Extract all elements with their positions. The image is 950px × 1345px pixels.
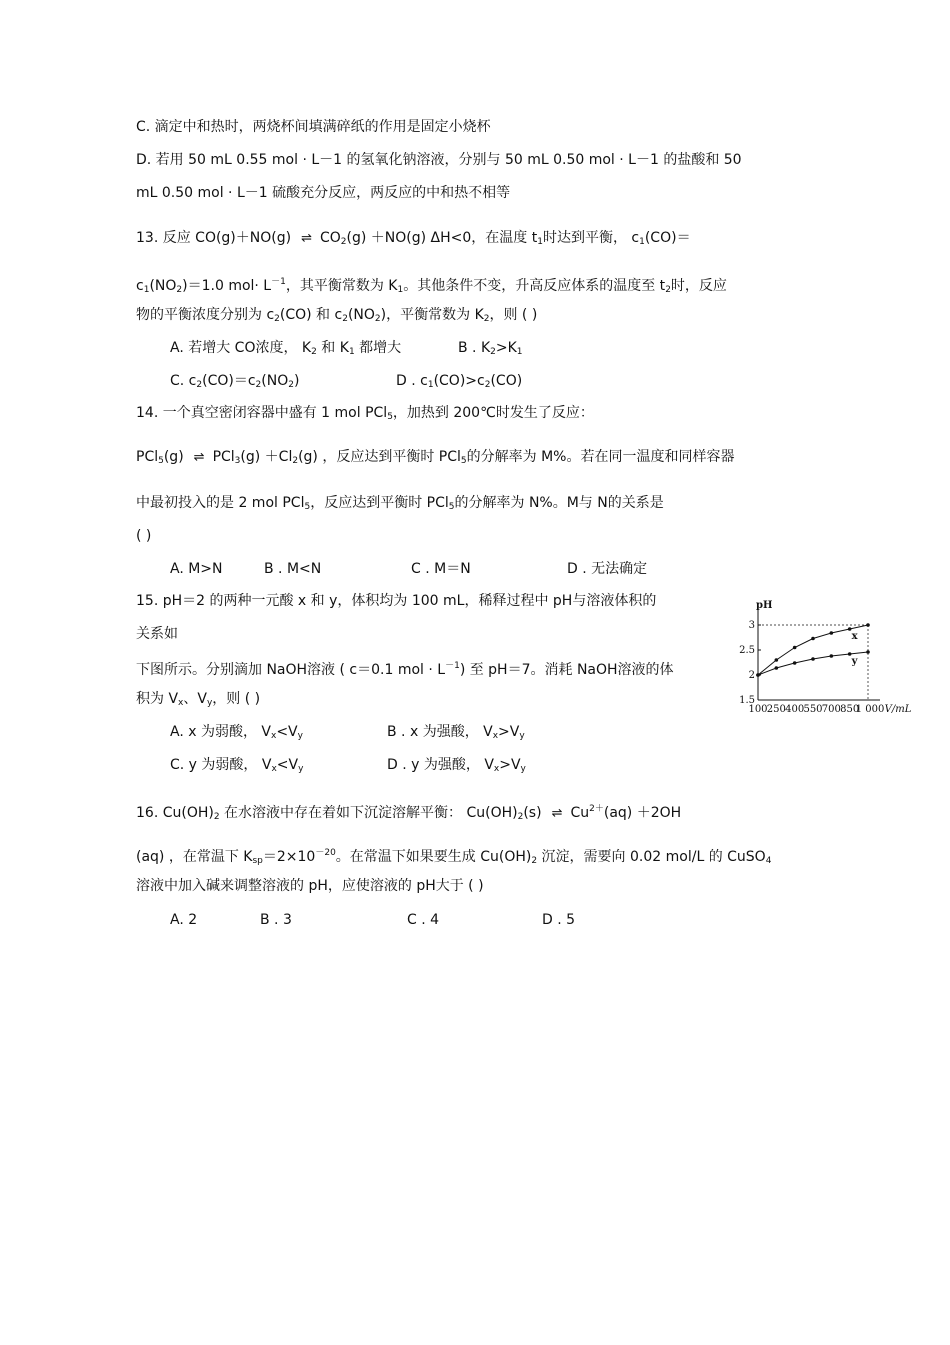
x-tick-label: 400 [785,704,805,715]
q12-option-d-line1: D. 若用 50 mL 0.55 mol · L－1 的氢氧化钠溶液，分别与 50 mL 0.50 mol · L－1 的盐酸和 50 [136,152,742,168]
q16-option-b: B . 3 [260,912,292,928]
x-tick-label: 100 [748,704,768,715]
q15-option-d: D . y 为强酸， $V_x>V_y$ [387,757,526,774]
data-point-x [830,631,834,635]
q15-option-c: C. y 为弱酸， $V_x<V_y$ [170,757,304,774]
q13-stem-line3: 物的平衡浓度分别为 $c_2(CO)$ 和 $c_2(NO_2)$，平衡常数为 $K_2$，则 ( ) [136,307,538,324]
y-tick-label: 3 [748,620,755,631]
data-point-x [811,637,815,641]
series-label-x: x [851,631,858,642]
q15-option-b: B . x 为强酸， $V_x>V_y$ [387,724,525,741]
x-tick-label: 550 [803,704,823,715]
q14-option-a: A. M>N [170,561,223,577]
q13-option-c: C. $c_2(CO)=c_2(NO_2)$ [170,373,300,390]
x-tick-label: 850 [840,704,860,715]
equilibrium-arrow-icon: ⇌ [301,231,310,246]
q13-option-d: D . $c_1(CO)>c_2(CO)$ [396,373,523,390]
data-point-x [793,646,797,650]
q16-option-a: A. 2 [170,912,198,928]
data-point-y [811,657,815,661]
data-point-y [866,650,870,654]
x-tick-label: 700 [821,704,841,715]
q16-stem-line1: 16. $Cu(OH)_2$ 在水溶液中存在着如下沉淀溶解平衡： $Cu(OH)_2(s)$ ⇌ $Cu^{2+}(aq) +2OH$ [136,804,682,822]
x-tick-label: 1 000 [855,704,885,715]
q15-stem-line1: 15. pH＝2 的两种一元酸 x 和 y，体积均为 100 mL，稀释过程中 pH与溶液体积的 [136,593,657,609]
equilibrium-arrow-icon: ⇌ [193,450,203,465]
q13-option-b: B . $K_2>K_1$ [458,340,523,357]
q14-stem-line3: 中最初投入的是 2 mol PCl$_5$，反应达到平衡时 PCl$_5$的分解率为 N%。M与 N的关系是 [136,495,664,512]
q14-option-d: D . 无法确定 [567,561,648,577]
y-tick-label: 2.5 [739,645,755,656]
q16-stem-line2: (aq) ，在常温下 $K_{sp}=2\times 10^{-20}$。在常温下如果要生成 $Cu(OH)_2$ 沉淀，需要向 0.02 mol/L 的 CuSO$_4$ [136,848,772,866]
q13-stem-line2: $c_1(NO_2)=1.0$ $mol\cdot L^{-1}$，其平衡常数为 $K_1$。其他条件不变，升高反应体系的温度至 $t_2$时，反应 [136,277,727,295]
q12-option-d-line2: mL 0.50 mol · L－1 硫酸充分反应，两反应的中和热不相等 [136,185,511,201]
q16-option-c: C . 4 [407,912,440,928]
ph-dilution-chart [730,600,930,720]
q14-stem-line2: PCl$_5$(g) ⇌ $PCl_3(g) +Cl_2(g)$ ，反应达到平衡时 PCl$_5$的分解率为 M%。若在同一温度和同样容器 [136,449,735,466]
data-point-x [775,658,779,662]
q14-stem-line1: 14. 一个真空密闭容器中盛有 1 mol PCl$_5$，加热到 200℃时发生了反应： [136,405,594,422]
q14-option-c: C . M＝N [411,561,471,577]
x-axis-label: V/mL [884,704,912,715]
q16-stem-line3: 溶液中加入碱来调整溶液的 pH，应使溶液的 pH大于 ( ) [136,878,484,894]
q14-option-b: B . M<N [264,561,322,577]
q12-option-c: C. 滴定中和热时，两烧杯间填满碎纸的作用是固定小烧杯 [136,119,491,135]
q15-stem-line3: 下图所示。分别滴加 NaOH溶液 ( c＝0.1 mol · $L^{-1}$) 至 pH＝7。消耗 NaOH溶液的体 [136,661,674,678]
q16-option-d: D . 5 [542,912,576,928]
q13-option-a: A. 若增大 CO浓度， $K_2$ 和 $K_1$ 都增大 [170,340,402,357]
q13-stem-line1: 13. 反应 CO(g)＋NO(g) ⇌ $CO_2(g) +NO(g)$ ΔH<0，在温度 $t_1$时达到平衡， $c_1(CO)=$ [136,230,691,247]
q14-stem-line4: ( ) [136,528,152,544]
data-point-y [756,673,760,677]
y-tick-label: 1.5 [739,695,755,706]
q15-stem-line4: 积为 $V_x$、$V_y$，则 ( ) [136,691,261,708]
q15-stem-line2: 关系如 [136,626,178,642]
equilibrium-arrow-icon: ⇌ [551,806,561,821]
data-point-y [793,661,797,665]
y-tick-label: 2 [748,670,755,681]
x-tick-label: 250 [766,704,786,715]
data-point-y [830,654,834,658]
data-point-y [775,666,779,670]
data-point-x [866,623,870,627]
q15-option-a: A. x 为弱酸， $V_x<V_y$ [170,724,303,741]
series-label-y: y [851,656,858,667]
y-axis-label: pH [756,600,773,611]
